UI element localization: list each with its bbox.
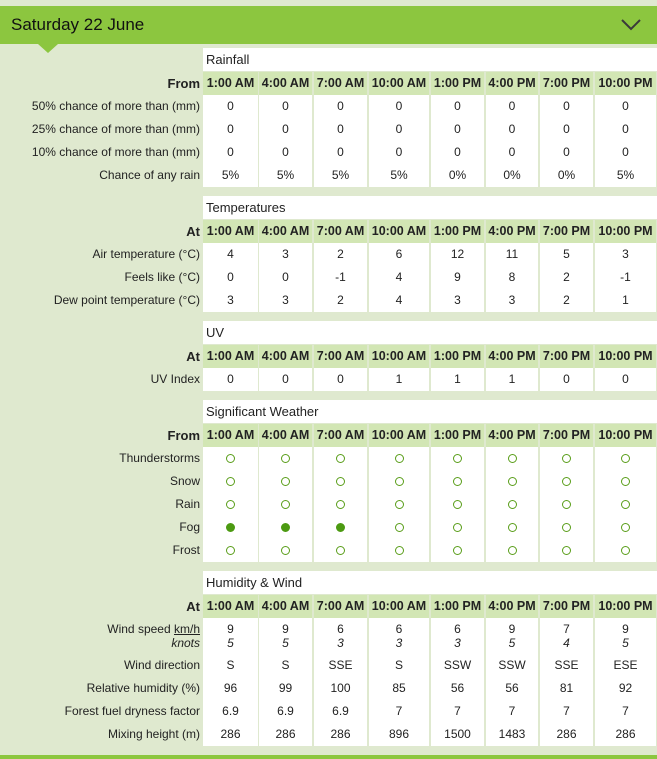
- data-cell: 2: [540, 289, 593, 312]
- data-cell: 0: [203, 95, 258, 118]
- circle-filled-icon: [281, 523, 290, 532]
- data-cell: 0: [259, 368, 312, 391]
- data-cell: [431, 493, 484, 516]
- data-cell: [259, 447, 312, 470]
- data-cell: 5%: [259, 164, 312, 187]
- section-title: Humidity & Wind: [203, 571, 657, 594]
- data-cell: 1: [595, 289, 656, 312]
- data-cell: 2: [314, 243, 367, 266]
- data-cell: 0: [369, 141, 429, 164]
- data-cell: 12: [431, 243, 484, 266]
- circle-outline-icon: [336, 477, 345, 486]
- data-cell: [314, 539, 367, 562]
- data-cell: -1: [595, 266, 656, 289]
- data-cell: -1: [314, 266, 367, 289]
- circle-outline-icon: [562, 477, 571, 486]
- wind-kmh-value: 9: [227, 622, 234, 636]
- data-row: [0, 677, 657, 700]
- time-header-cell: 7:00 AM: [314, 220, 367, 243]
- data-cell: [369, 470, 429, 493]
- circle-outline-icon: [336, 546, 345, 555]
- data-cell: 0: [259, 118, 312, 141]
- data-cell: SSE: [540, 654, 593, 677]
- row-label: Snow: [169, 474, 200, 488]
- data-cell: SSE: [314, 654, 367, 677]
- wind-speed-row: [0, 618, 657, 654]
- time-header-cell: 10:00 PM: [595, 345, 656, 368]
- wind-knots-value: 3: [337, 636, 344, 650]
- circle-filled-icon: [336, 523, 345, 532]
- data-cell: 4: [203, 243, 258, 266]
- data-cell: 7: [595, 700, 656, 723]
- time-header-label: From: [167, 76, 200, 91]
- time-header-label: From: [167, 428, 200, 443]
- data-cell: 4: [369, 266, 429, 289]
- circle-outline-icon: [621, 477, 630, 486]
- data-cell: [431, 516, 484, 539]
- row-label: Dew point temperature (°C): [53, 293, 200, 307]
- data-cell: 0: [486, 118, 538, 141]
- time-header-cell: 10:00 AM: [369, 220, 429, 243]
- circle-outline-icon: [562, 454, 571, 463]
- data-cell: 3: [431, 289, 484, 312]
- data-cell: 4: [369, 289, 429, 312]
- data-cell: 3: [259, 289, 312, 312]
- data-row: [0, 516, 657, 539]
- day-header[interactable]: [0, 6, 657, 44]
- wind-speed-label: [0, 618, 200, 654]
- data-row: [0, 723, 657, 746]
- data-cell: [486, 539, 538, 562]
- unit-knots-label: knots: [171, 636, 200, 650]
- data-cell: [369, 516, 429, 539]
- time-header-cell: 1:00 PM: [431, 220, 484, 243]
- data-cell: 3: [486, 289, 538, 312]
- data-cell: [595, 516, 656, 539]
- circle-outline-icon: [395, 546, 404, 555]
- data-cell: [203, 539, 258, 562]
- time-header-cell: 1:00 PM: [431, 595, 484, 618]
- data-cell: 2: [314, 289, 367, 312]
- data-cell: 8: [486, 266, 538, 289]
- data-cell: 286: [259, 723, 312, 746]
- row-label: Fog: [179, 520, 200, 534]
- time-header-row: [0, 72, 657, 95]
- data-cell: 1500: [431, 723, 484, 746]
- data-cell: S: [259, 654, 312, 677]
- time-header-cell: 7:00 PM: [540, 220, 593, 243]
- data-row: [0, 95, 657, 118]
- time-header-label: At: [186, 349, 200, 364]
- data-row: [0, 289, 657, 312]
- data-cell: 85: [369, 677, 429, 700]
- data-cell: [431, 470, 484, 493]
- data-cell: [314, 493, 367, 516]
- data-cell: 100: [314, 677, 367, 700]
- row-label: Feels like (°C): [124, 270, 200, 284]
- data-cell: ESE: [595, 654, 656, 677]
- data-cell: 0: [203, 118, 258, 141]
- data-row: [0, 447, 657, 470]
- time-header-label: At: [186, 224, 200, 239]
- data-cell: 5%: [595, 164, 656, 187]
- circle-outline-icon: [562, 523, 571, 532]
- wind-kmh-value: 6: [454, 622, 461, 636]
- data-cell: 3: [259, 243, 312, 266]
- circle-outline-icon: [453, 477, 462, 486]
- time-header-cell: 4:00 PM: [486, 595, 538, 618]
- data-cell: 0: [314, 118, 367, 141]
- wind-knots-value: 5: [282, 636, 289, 650]
- data-row: [0, 470, 657, 493]
- wind-kmh-value: 9: [282, 622, 289, 636]
- circle-outline-icon: [226, 546, 235, 555]
- time-header-cell: 4:00 PM: [486, 72, 538, 95]
- data-cell: 1483: [486, 723, 538, 746]
- data-cell: 0: [259, 266, 312, 289]
- data-cell: 6: [369, 243, 429, 266]
- data-cell: [369, 539, 429, 562]
- data-cell: 0: [486, 95, 538, 118]
- data-cell: 0: [595, 95, 656, 118]
- time-header-cell: 4:00 AM: [259, 72, 312, 95]
- data-cell: 7: [486, 700, 538, 723]
- time-header-cell: 10:00 AM: [369, 72, 429, 95]
- circle-outline-icon: [281, 454, 290, 463]
- row-label: Mixing height (m): [107, 727, 200, 741]
- data-cell: SSW: [486, 654, 538, 677]
- data-cell: 896: [369, 723, 429, 746]
- wind-speed-label-text: Wind speed: [107, 622, 171, 636]
- data-cell: [486, 447, 538, 470]
- data-cell: 11: [486, 243, 538, 266]
- time-header-cell: 1:00 AM: [203, 345, 258, 368]
- data-cell: [203, 493, 258, 516]
- time-header-cell: 7:00 PM: [540, 72, 593, 95]
- data-cell: 0: [431, 118, 484, 141]
- data-cell: 0: [203, 368, 258, 391]
- chevron-down-icon[interactable]: [621, 19, 641, 31]
- time-header-cell: 1:00 AM: [203, 220, 258, 243]
- data-cell: [203, 447, 258, 470]
- data-cell: 3: [595, 243, 656, 266]
- data-cell: [259, 493, 312, 516]
- data-row: [0, 539, 657, 562]
- row-label: Chance of any rain: [99, 168, 200, 182]
- time-header-cell: 10:00 PM: [595, 72, 656, 95]
- row-label: 50% chance of more than (mm): [31, 99, 200, 113]
- data-cell: [431, 539, 484, 562]
- row-label: Relative humidity (%): [86, 681, 200, 695]
- circle-filled-icon: [226, 523, 235, 532]
- wind-speed-cell: [431, 618, 484, 654]
- time-header-cell: 7:00 PM: [540, 424, 593, 447]
- circle-outline-icon: [281, 477, 290, 486]
- data-cell: [431, 447, 484, 470]
- data-cell: [486, 493, 538, 516]
- data-cell: 96: [203, 677, 258, 700]
- data-cell: 0: [203, 266, 258, 289]
- data-cell: 6.9: [203, 700, 258, 723]
- row-label: 25% chance of more than (mm): [31, 122, 200, 136]
- time-header-cell: 1:00 PM: [431, 424, 484, 447]
- data-cell: [540, 470, 593, 493]
- circle-outline-icon: [508, 500, 517, 509]
- wind-speed-cell: [595, 618, 656, 654]
- circle-outline-icon: [453, 500, 462, 509]
- time-header-cell: 1:00 AM: [203, 595, 258, 618]
- data-cell: 56: [431, 677, 484, 700]
- circle-outline-icon: [508, 477, 517, 486]
- circle-outline-icon: [508, 523, 517, 532]
- data-cell: 0%: [540, 164, 593, 187]
- row-label: Thunderstorms: [119, 451, 200, 465]
- data-row: [0, 654, 657, 677]
- time-header-cell: 1:00 AM: [203, 72, 258, 95]
- circle-outline-icon: [621, 500, 630, 509]
- circle-outline-icon: [395, 500, 404, 509]
- data-cell: [203, 516, 258, 539]
- data-cell: 99: [259, 677, 312, 700]
- data-cell: 0: [486, 141, 538, 164]
- data-cell: SSW: [431, 654, 484, 677]
- data-cell: [259, 539, 312, 562]
- data-row: [0, 141, 657, 164]
- data-cell: 9: [431, 266, 484, 289]
- data-cell: [369, 447, 429, 470]
- circle-outline-icon: [395, 477, 404, 486]
- data-cell: [595, 539, 656, 562]
- time-header-cell: 4:00 PM: [486, 424, 538, 447]
- circle-outline-icon: [453, 454, 462, 463]
- time-header-cell: 10:00 AM: [369, 595, 429, 618]
- header-notch: [38, 44, 58, 53]
- wind-speed-cell: [314, 618, 367, 654]
- data-cell: 0%: [486, 164, 538, 187]
- data-cell: 7: [431, 700, 484, 723]
- data-row: [0, 493, 657, 516]
- data-cell: 0: [540, 368, 593, 391]
- data-cell: [486, 516, 538, 539]
- wind-speed-cell: [540, 618, 593, 654]
- circle-outline-icon: [395, 523, 404, 532]
- data-cell: 0: [314, 141, 367, 164]
- circle-outline-icon: [508, 454, 517, 463]
- data-cell: S: [203, 654, 258, 677]
- time-header-cell: 1:00 AM: [203, 424, 258, 447]
- time-header-cell: 10:00 PM: [595, 424, 656, 447]
- time-header-row: [0, 424, 657, 447]
- circle-outline-icon: [453, 546, 462, 555]
- data-cell: 0: [314, 368, 367, 391]
- time-header-cell: 7:00 AM: [314, 595, 367, 618]
- unit-kmh-link[interactable]: km/h: [173, 622, 200, 636]
- day-title: Saturday 22 June: [11, 15, 145, 34]
- wind-knots-value: 5: [622, 636, 629, 650]
- data-cell: 0: [203, 141, 258, 164]
- data-cell: [203, 470, 258, 493]
- circle-outline-icon: [453, 523, 462, 532]
- circle-outline-icon: [562, 546, 571, 555]
- time-header-cell: 10:00 PM: [595, 220, 656, 243]
- data-cell: S: [369, 654, 429, 677]
- wind-knots-value: 3: [395, 636, 403, 650]
- time-header-cell: 7:00 AM: [314, 345, 367, 368]
- data-cell: [259, 470, 312, 493]
- data-row: [0, 266, 657, 289]
- wind-kmh-value: 9: [622, 622, 629, 636]
- data-cell: 92: [595, 677, 656, 700]
- data-cell: 56: [486, 677, 538, 700]
- data-row: [0, 368, 657, 391]
- row-label: Rain: [175, 497, 200, 511]
- time-header-cell: 4:00 AM: [259, 595, 312, 618]
- row-label: 10% chance of more than (mm): [31, 145, 200, 159]
- row-label: Wind direction: [123, 658, 200, 672]
- wind-speed-cell: [203, 618, 258, 654]
- circle-outline-icon: [281, 500, 290, 509]
- wind-speed-cell: [259, 618, 312, 654]
- data-cell: 3: [203, 289, 258, 312]
- data-cell: 286: [540, 723, 593, 746]
- data-cell: [595, 493, 656, 516]
- wind-speed-cell: [369, 618, 429, 654]
- wind-kmh-value: 6: [395, 622, 403, 636]
- data-cell: 81: [540, 677, 593, 700]
- data-cell: 1: [369, 368, 429, 391]
- wind-kmh-value: 6: [337, 622, 344, 636]
- data-cell: [540, 516, 593, 539]
- time-header-row: [0, 220, 657, 243]
- data-cell: 0: [540, 118, 593, 141]
- data-cell: 1: [431, 368, 484, 391]
- time-header-cell: 4:00 AM: [259, 220, 312, 243]
- time-header-cell: 7:00 AM: [314, 72, 367, 95]
- wind-kmh-value: 9: [508, 622, 516, 636]
- data-row: [0, 164, 657, 187]
- section-title: Significant Weather: [203, 400, 657, 423]
- data-cell: 0: [259, 95, 312, 118]
- data-cell: [540, 493, 593, 516]
- data-cell: 0: [595, 141, 656, 164]
- data-cell: [314, 516, 367, 539]
- circle-outline-icon: [621, 454, 630, 463]
- data-cell: [259, 516, 312, 539]
- data-cell: 5%: [369, 164, 429, 187]
- data-cell: 6.9: [259, 700, 312, 723]
- wind-kmh-value: 7: [563, 622, 570, 636]
- data-cell: 6.9: [314, 700, 367, 723]
- data-cell: 0: [369, 118, 429, 141]
- data-cell: 5%: [203, 164, 258, 187]
- data-cell: 0: [431, 95, 484, 118]
- data-cell: [486, 470, 538, 493]
- circle-outline-icon: [226, 477, 235, 486]
- row-label: Air temperature (°C): [92, 247, 200, 261]
- data-cell: 0%: [431, 164, 484, 187]
- circle-outline-icon: [336, 500, 345, 509]
- data-cell: 0: [431, 141, 484, 164]
- wind-knots-value: 5: [508, 636, 516, 650]
- data-cell: 1: [486, 368, 538, 391]
- time-header-cell: 10:00 AM: [369, 424, 429, 447]
- circle-outline-icon: [508, 546, 517, 555]
- circle-outline-icon: [621, 523, 630, 532]
- time-header-cell: 1:00 PM: [431, 345, 484, 368]
- circle-outline-icon: [226, 454, 235, 463]
- time-header-cell: 4:00 PM: [486, 220, 538, 243]
- data-cell: [314, 447, 367, 470]
- wind-knots-value: 5: [227, 636, 234, 650]
- data-cell: 7: [540, 700, 593, 723]
- time-header-cell: 7:00 PM: [540, 345, 593, 368]
- row-label: Frost: [172, 543, 200, 557]
- data-cell: [540, 447, 593, 470]
- section-title: Rainfall: [203, 48, 657, 71]
- time-header-label: At: [186, 599, 200, 614]
- data-cell: 286: [595, 723, 656, 746]
- wind-knots-value: 3: [454, 636, 461, 650]
- time-header-cell: 10:00 AM: [369, 345, 429, 368]
- circle-outline-icon: [226, 500, 235, 509]
- circle-outline-icon: [562, 500, 571, 509]
- section-title: UV: [203, 321, 657, 344]
- data-cell: 7: [369, 700, 429, 723]
- data-cell: 0: [314, 95, 367, 118]
- data-cell: 0: [369, 95, 429, 118]
- next-day-bar[interactable]: [0, 755, 657, 759]
- row-label: Forest fuel dryness factor: [64, 704, 200, 718]
- time-header-cell: 7:00 PM: [540, 595, 593, 618]
- data-row: [0, 118, 657, 141]
- data-cell: 286: [203, 723, 258, 746]
- data-cell: 0: [595, 118, 656, 141]
- section-title: Temperatures: [203, 196, 657, 219]
- data-cell: [540, 539, 593, 562]
- time-header-cell: 10:00 PM: [595, 595, 656, 618]
- circle-outline-icon: [281, 546, 290, 555]
- time-header-cell: 4:00 AM: [259, 345, 312, 368]
- circle-outline-icon: [395, 454, 404, 463]
- data-cell: [314, 470, 367, 493]
- data-cell: 0: [595, 368, 656, 391]
- time-header-cell: 4:00 PM: [486, 345, 538, 368]
- wind-knots-value: 4: [563, 636, 570, 650]
- data-cell: [595, 447, 656, 470]
- data-cell: 5: [540, 243, 593, 266]
- data-cell: 0: [259, 141, 312, 164]
- data-cell: 286: [314, 723, 367, 746]
- row-label: UV Index: [150, 372, 200, 386]
- time-header-cell: 7:00 AM: [314, 424, 367, 447]
- time-header-cell: 4:00 AM: [259, 424, 312, 447]
- data-cell: 2: [540, 266, 593, 289]
- wind-speed-cell: [486, 618, 538, 654]
- data-row: [0, 700, 657, 723]
- data-cell: 0: [540, 141, 593, 164]
- circle-outline-icon: [336, 454, 345, 463]
- time-header-cell: 1:00 PM: [431, 72, 484, 95]
- data-cell: 0: [540, 95, 593, 118]
- circle-outline-icon: [621, 546, 630, 555]
- data-cell: 5%: [314, 164, 367, 187]
- data-row: [0, 243, 657, 266]
- time-header-row: [0, 345, 657, 368]
- data-cell: [369, 493, 429, 516]
- time-header-row: [0, 595, 657, 618]
- data-cell: [595, 470, 656, 493]
